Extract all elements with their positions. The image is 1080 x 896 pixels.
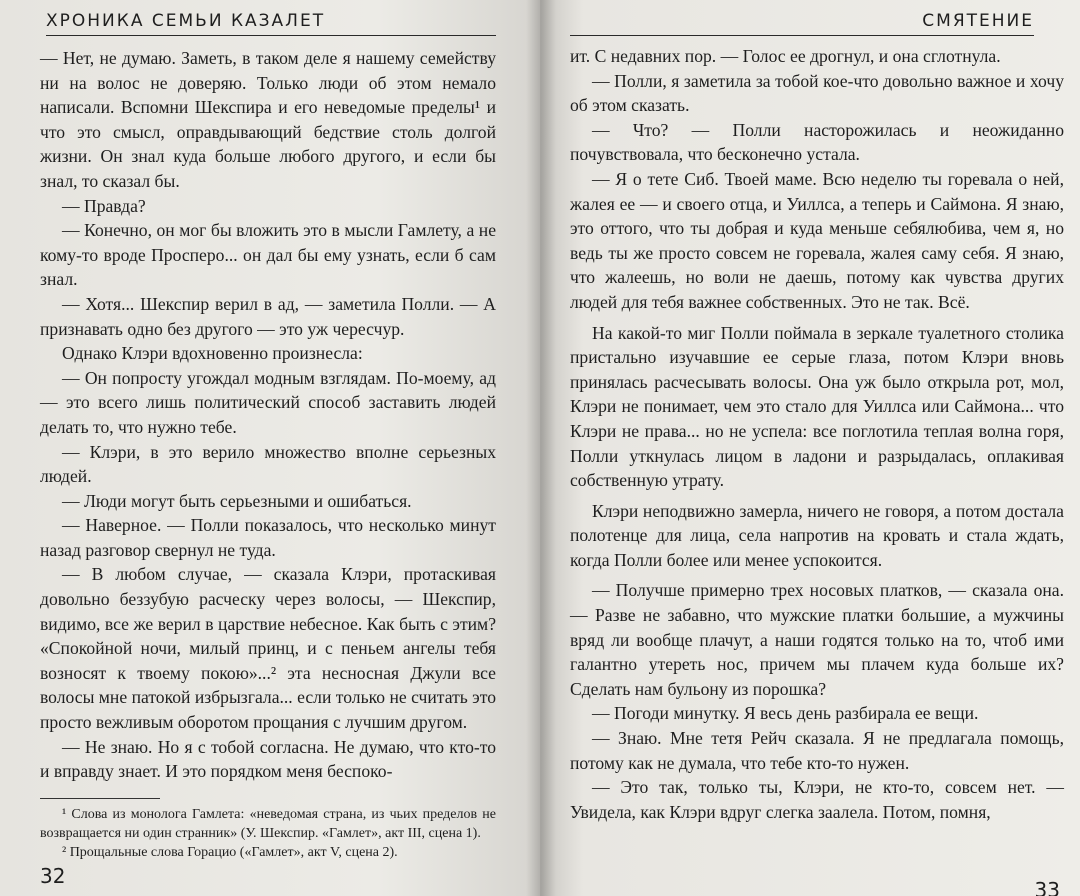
paragraph: — Он попросту угождал модным взглядам. По-моему, ад — это всего лишь политический способ заставить людей делать то, что нужно тебе. bbox=[40, 367, 496, 437]
paragraph: Клэри неподвижно замерла, ничего не говоря, а потом достала полотенце для лица, села напротив на кровать и стала ждать, когда Полли более или менее успокоится. bbox=[570, 500, 1064, 570]
right-page-text bbox=[570, 44, 1064, 824]
paragraph: На какой-то миг Полли поймала в зеркале туалетного столика пристально изучавшие ее серые глаза, потом Клэри вновь принялась расчесывать волосы. Она уж было открыла рот, мол, Клэри не понимает, чем это стало для Уиллса или Саймона... что Клэри не права... но не успела: все поглотила теплая волна горя, Полли уткнулась лицом в ладони и разрыдалась, оплакивая собственную утрату. bbox=[570, 322, 1064, 491]
paragraph: — Знаю. Мне тетя Рейч сказала. Я не предлагала помощь, потому как не думала, что тебе кто-то нужен. bbox=[570, 728, 1064, 773]
right-page bbox=[540, 0, 1080, 896]
paragraph: — Погоди минутку. Я весь день разбирала ее вещи. bbox=[592, 703, 979, 724]
paragraph: — Полли, я заметила за тобой кое-что довольно важное и хочу об этом сказать. bbox=[570, 70, 1064, 116]
paragraph: Однако Клэри вдохновенно произнесла: bbox=[62, 343, 363, 364]
paragraph: — Клэри, в это верило множество вполне серьезных людей. bbox=[40, 441, 496, 487]
paragraph: — Конечно, он мог бы вложить это в мысли Гамлету, а не кому-то вроде Просперо... он дал бы ему узнать, если б сам знал. bbox=[40, 220, 496, 290]
footnote-rule bbox=[40, 798, 160, 799]
paragraph: — Что? — Полли насторожилась и неожиданно почувствовала, что бесконечно устала. bbox=[570, 119, 1064, 165]
paragraph: — Это так, только ты, Клэри, не кто-то, совсем нет. — Увидела, как Клэри вдруг слегка заалела. Потом, помня, bbox=[570, 777, 1064, 822]
paragraph: — Правда? bbox=[62, 195, 146, 216]
paragraph: — В любом случае, — сказала Клэри, протаскивая довольно беззубую расческу через волосы, — Шекспир, видимо, все же верил в царствие небесное. Как быть с этим? «Спокойной ночи, милый принц, и с пеньем ангелы тебя возносят к твоему покою»...² эта несносная Джули все волосы мне патокой избрызгала... если только не считать это просто вежливым оборотом прощания с лучшим другом. bbox=[40, 564, 496, 733]
page-number-left: 32 bbox=[40, 864, 66, 888]
paragraph: — Не знаю. Но я с тобой согласна. Не думаю, что кто-то и вправду знает. И это порядком меня беспоко- bbox=[40, 736, 496, 782]
paragraph: — Люди могут быть серьезными и ошибаться. bbox=[62, 490, 412, 511]
paragraph: — Хотя... Шекспир верил в ад, — заметила Полли. — А признавать одно без другого — это уж чересчур. bbox=[40, 293, 496, 339]
left-page-text bbox=[40, 46, 496, 784]
footnote: ¹ Слова из монолога Гамлета: «неведомая страна, из чьих пределов не возвращается ни один странник» (У. Шекспир. «Гамлет», акт III, сцена 1). bbox=[40, 806, 496, 841]
footnotes bbox=[40, 805, 496, 862]
paragraph: — Я о тете Сиб. Твоей маме. Всю неделю ты горевала о ней, жалея ее — и своего отца, и Уиллса, а теперь и Саймона. Я знаю, это оттого, что ты добрая и куда меньше себялюбива, чем я, но ведь ты же просто совсем не горевала, жалея саму себя. Я знаю, что жалеешь, но воли не даешь, потому как чувства других людей для тебя важнее собственных. Это не так. Всё. bbox=[570, 168, 1064, 312]
footnote: ² Прощальные слова Горацио («Гамлет», акт V, сцена 2). bbox=[62, 844, 398, 860]
paragraph: ит. С недавних пор. — Голос ее дрогнул, и она сглотнула. bbox=[570, 46, 1001, 66]
paragraph: — Нет, не думаю. Заметь, в таком деле я нашему семейству ни на волос не доверяю. Только люди об этом немало написали. Вспомни Шекспира и его неведомые пределы¹ и что это смысл, оправдывающий бедствие столь долгой жизни. Он знал куда больше любого другого, и если бы знал, то сказал бы. bbox=[40, 48, 496, 191]
running-head-right: СМЯТЕНИЕ bbox=[570, 0, 1034, 36]
paragraph: — Получше примерно трех носовых платков, — сказала она. — Разве не забавно, что мужские платки большие, а мужчины вряд ли вообще плачут, а наши годятся только на то, чтоб ими галантно утереть нос, причем мы плачем куда больше их? Сделать нам бульону из порошка? bbox=[570, 580, 1064, 699]
running-head-left: ХРОНИКА СЕМЬИ КАЗАЛЕТ bbox=[46, 0, 496, 36]
page-number-right: 33 bbox=[1034, 878, 1060, 896]
paragraph: — Наверное. — Полли показалось, что несколько минут назад разговор свернул не туда. bbox=[40, 515, 496, 560]
